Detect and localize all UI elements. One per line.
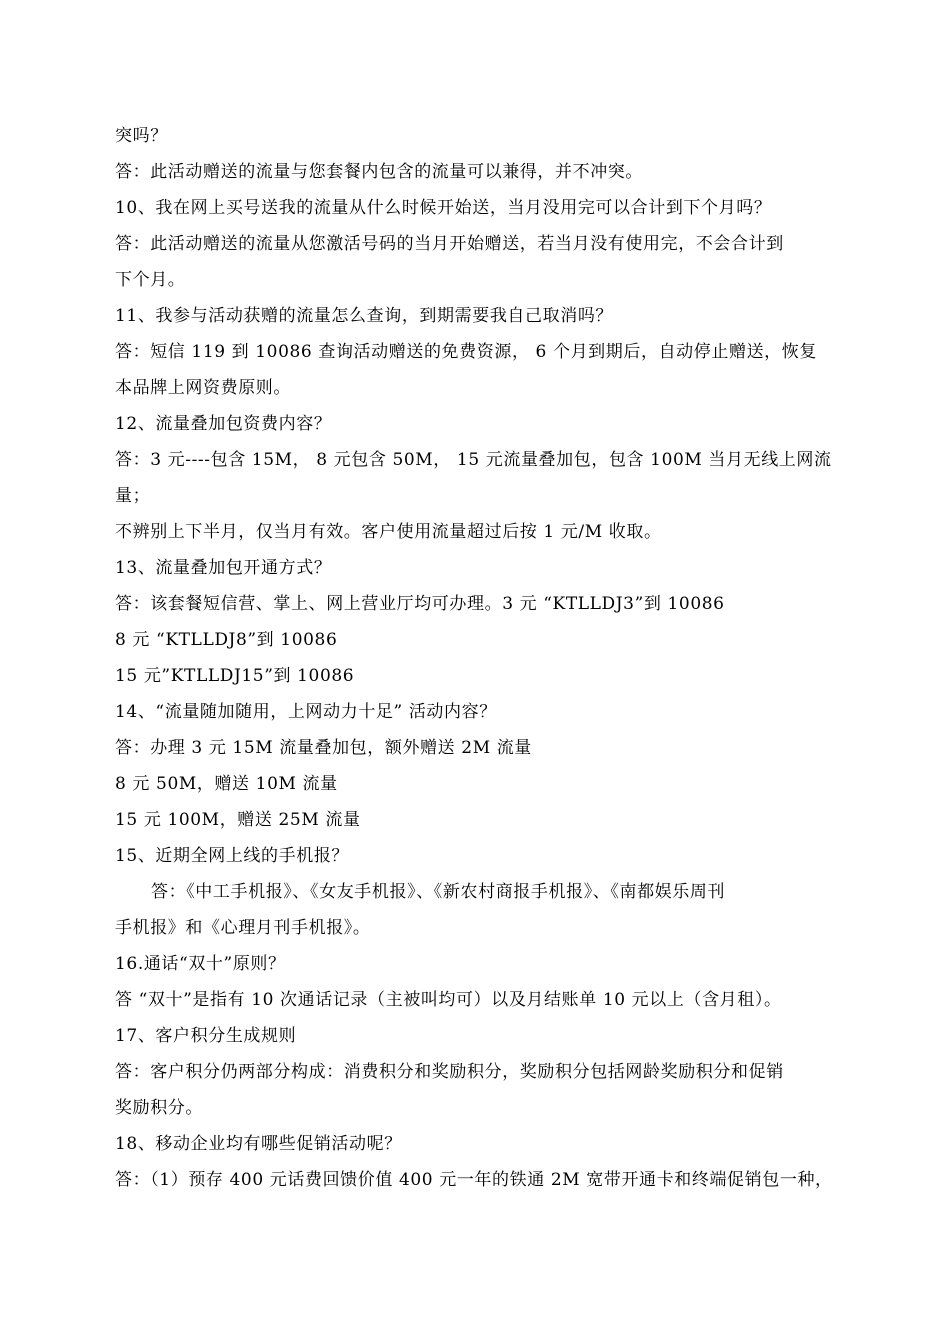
text-line: 8 元 50M，赠送 10M 流量 <box>115 774 338 794</box>
text-line: 15 元 100M，赠送 25M 流量 <box>115 810 361 830</box>
question-line: 12、流量叠加包资费内容？ <box>115 414 332 434</box>
question-line: 18、移动企业均有哪些促销活动呢？ <box>115 1134 402 1154</box>
text-line: 下个月。 <box>115 270 186 290</box>
text-line: 8 元 “KTLLDJ8”到 10086 <box>115 630 338 650</box>
answer-line: 答：此活动赠送的流量从您激活号码的当月开始赠送，若当月没有使用完，不会合计到 <box>115 234 784 254</box>
text-line: 突吗？ <box>115 126 168 146</box>
answer-line: 答：短信 119 到 10086 查询活动赠送的免费资源， 6 个月到期后，自动停止赠送，恢复 <box>115 342 817 362</box>
answer-line: 答：3 元----包含 15M， 8 元包含 50M， 15 元流量叠加包，包含 100M 当月无线上网流 <box>115 450 832 470</box>
answer-line: 答：办理 3 元 15M 流量叠加包，额外赠送 2M 流量 <box>115 738 532 758</box>
question-line: 13、流量叠加包开通方式？ <box>115 558 332 578</box>
text-line: 不辨别上下半月，仅当月有效。客户使用流量超过后按 1 元/M 收取。 <box>115 522 662 542</box>
document-body <box>115 118 850 1198</box>
text-line: 本品牌上网资费原则。 <box>115 378 291 398</box>
text-line: 手机报》和《心理月刊手机报》。 <box>115 918 371 938</box>
answer-line: 答：（1）预存 400 元话费回馈价值 400 元一年的铁通 2M 宽带开通卡和终端促销包一种， <box>115 1170 833 1190</box>
question-line: 11、我参与活动获赠的流量怎么查询，到期需要我自己取消吗？ <box>115 306 614 326</box>
question-line: 14、“流量随加随用，上网动力十足” 活动内容？ <box>115 702 497 722</box>
text-line: 15 元”KTLLDJ15”到 10086 <box>115 666 355 686</box>
question-line: 17、客户积分生成规则 <box>115 1026 297 1046</box>
answer-line: 答 “双十”是指有 10 次通话记录（主被叫均可）以及月结账单 10 元以上（含月租）。 <box>115 990 782 1010</box>
answer-line: 答：此活动赠送的流量与您套餐内包含的流量可以兼得，并不冲突。 <box>115 162 643 182</box>
question-line: 16.通话“双十”原则？ <box>115 954 286 974</box>
text-line: 奖励积分。 <box>115 1098 203 1118</box>
question-line: 10、我在网上买号送我的流量从什么时候开始送，当月没用完可以合计到下个月吗？ <box>115 198 772 218</box>
answer-line: 答：《中工手机报》、《女友手机报》、《新农村商报手机报》、《南都娱乐周刊 <box>151 882 726 902</box>
answer-line: 答：客户积分仍两部分构成：消费积分和奖励积分，奖励积分包括网龄奖励积分和促销 <box>115 1062 784 1082</box>
text-line: 量； <box>115 486 151 506</box>
answer-line: 答：该套餐短信营、掌上、网上营业厅均可办理。3 元 “KTLLDJ3”到 10086 <box>115 594 725 614</box>
question-line: 15、近期全网上线的手机报？ <box>115 846 350 866</box>
